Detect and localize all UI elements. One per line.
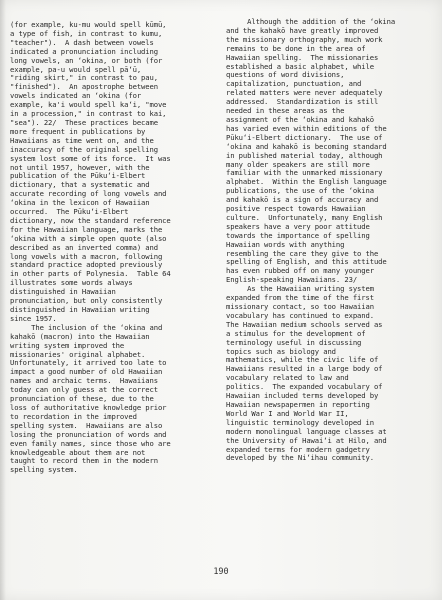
right-text-column: Although the addition of the ʻokina and the kahakō have greatly improved the missionary orthography, much work remains to be done in the area of Hawaiian spelling. The missionaries established a basic alphabet, while questions of word divisions, capitalization, punctuation, and related matters were never adequately addressed. Standardization is still needed in these areas as the assignment of the ʻokina and kahakō has varied even within editions of the Pūkuʻi-Elbert dictionary. The use of ʻokina and kahakō is becoming standard in published material today, although many older speakers are still more familiar with the unmarked missionary alphabet. Within the English language publications, the use of the ʻokina and kahakō is a sign of accuracy and positive respect towards Hawaiian culture. Unfortunately, many English speakers have a very poor attitude towards the importance of spelling Hawaiian words with anything resembling the care they give to the spelling of English, and this attitude has even rubbed off on many younger English-speaking Hawaiians. 23/ As the Hawaiian writing system expanded from the time of the first missionary contact, so too Hawaiian vocabulary has continued to expand. The Hawaiian medium schools served as a stimulus for the development of terminology useful in discussing topics such as biology and mathematics, while the civic life of Hawaiians resulted in a large body of vocabulary related to law and politics. The expanded vocabulary of Hawaiian included terms developed by Hawaiian newspapermen in reporting World War I and World War II, linguistic terminology developed in modern monolingual language classes at the University of Hawaiʻi at Hilo, and expanded terms for modern gadgetry developed by the Niʻihau community.: [226, 17, 396, 463]
page-shadow: [0, 0, 6, 600]
page-number: 190: [213, 567, 229, 577]
left-text-column: (for example, ku-mu would spell kūmū, a type of fish, in contrast to kumu, "teacher"). A dash between vowels indicated a pronunciation including long vowels, an ʻokina, or both (for example, pa-u would spell pāʻū, "riding skirt," in contrast to pau, "finished"). An apostrophe between vowels indicated an ʻokina (for example, ka'i would spell kaʻi, "move in a procession," in contrast to kai, "sea"). 22/ These practices became more frequent in publications by Hawaiians as time went on, and the inaccuracy of the original spelling system lost some of its force. It was not until 1957, however, with the publication of the Pūkuʻi-Elbert dictionary, that a systematic and accurate recording of long vowels and ʻokina in the lexicon of Hawaiian occurred. The Pūkuʻi-Elbert dictionary, now the standard reference for the Hawaiian language, marks the ʻokina with a simple open quote (also described as an inverted comma) and long vowels with a macron, following standard practice adopted previously in other parts of Polynesia. Table 64 illustrates some words always distinguished in Hawaiian pronunciation, but only consistently distinguished in Hawaiian writing since 1957. The inclusion of the ʻokina and kahakō (macron) into the Hawaiian writing system improved the missionaries' original alphabet. Unfortunately, it arrived too late to impact a good number of old Hawaiian names and archaic terms. Hawaiians today can only guess at the correct pronunciation of these, due to the loss of authoritative knowledge prior to recordation in the improved spelling system. Hawaiians are also losing the pronunciation of words and even family names, since those who are knowledgeable about them are not taught to record them in the modern spelling system.: [10, 20, 171, 475]
